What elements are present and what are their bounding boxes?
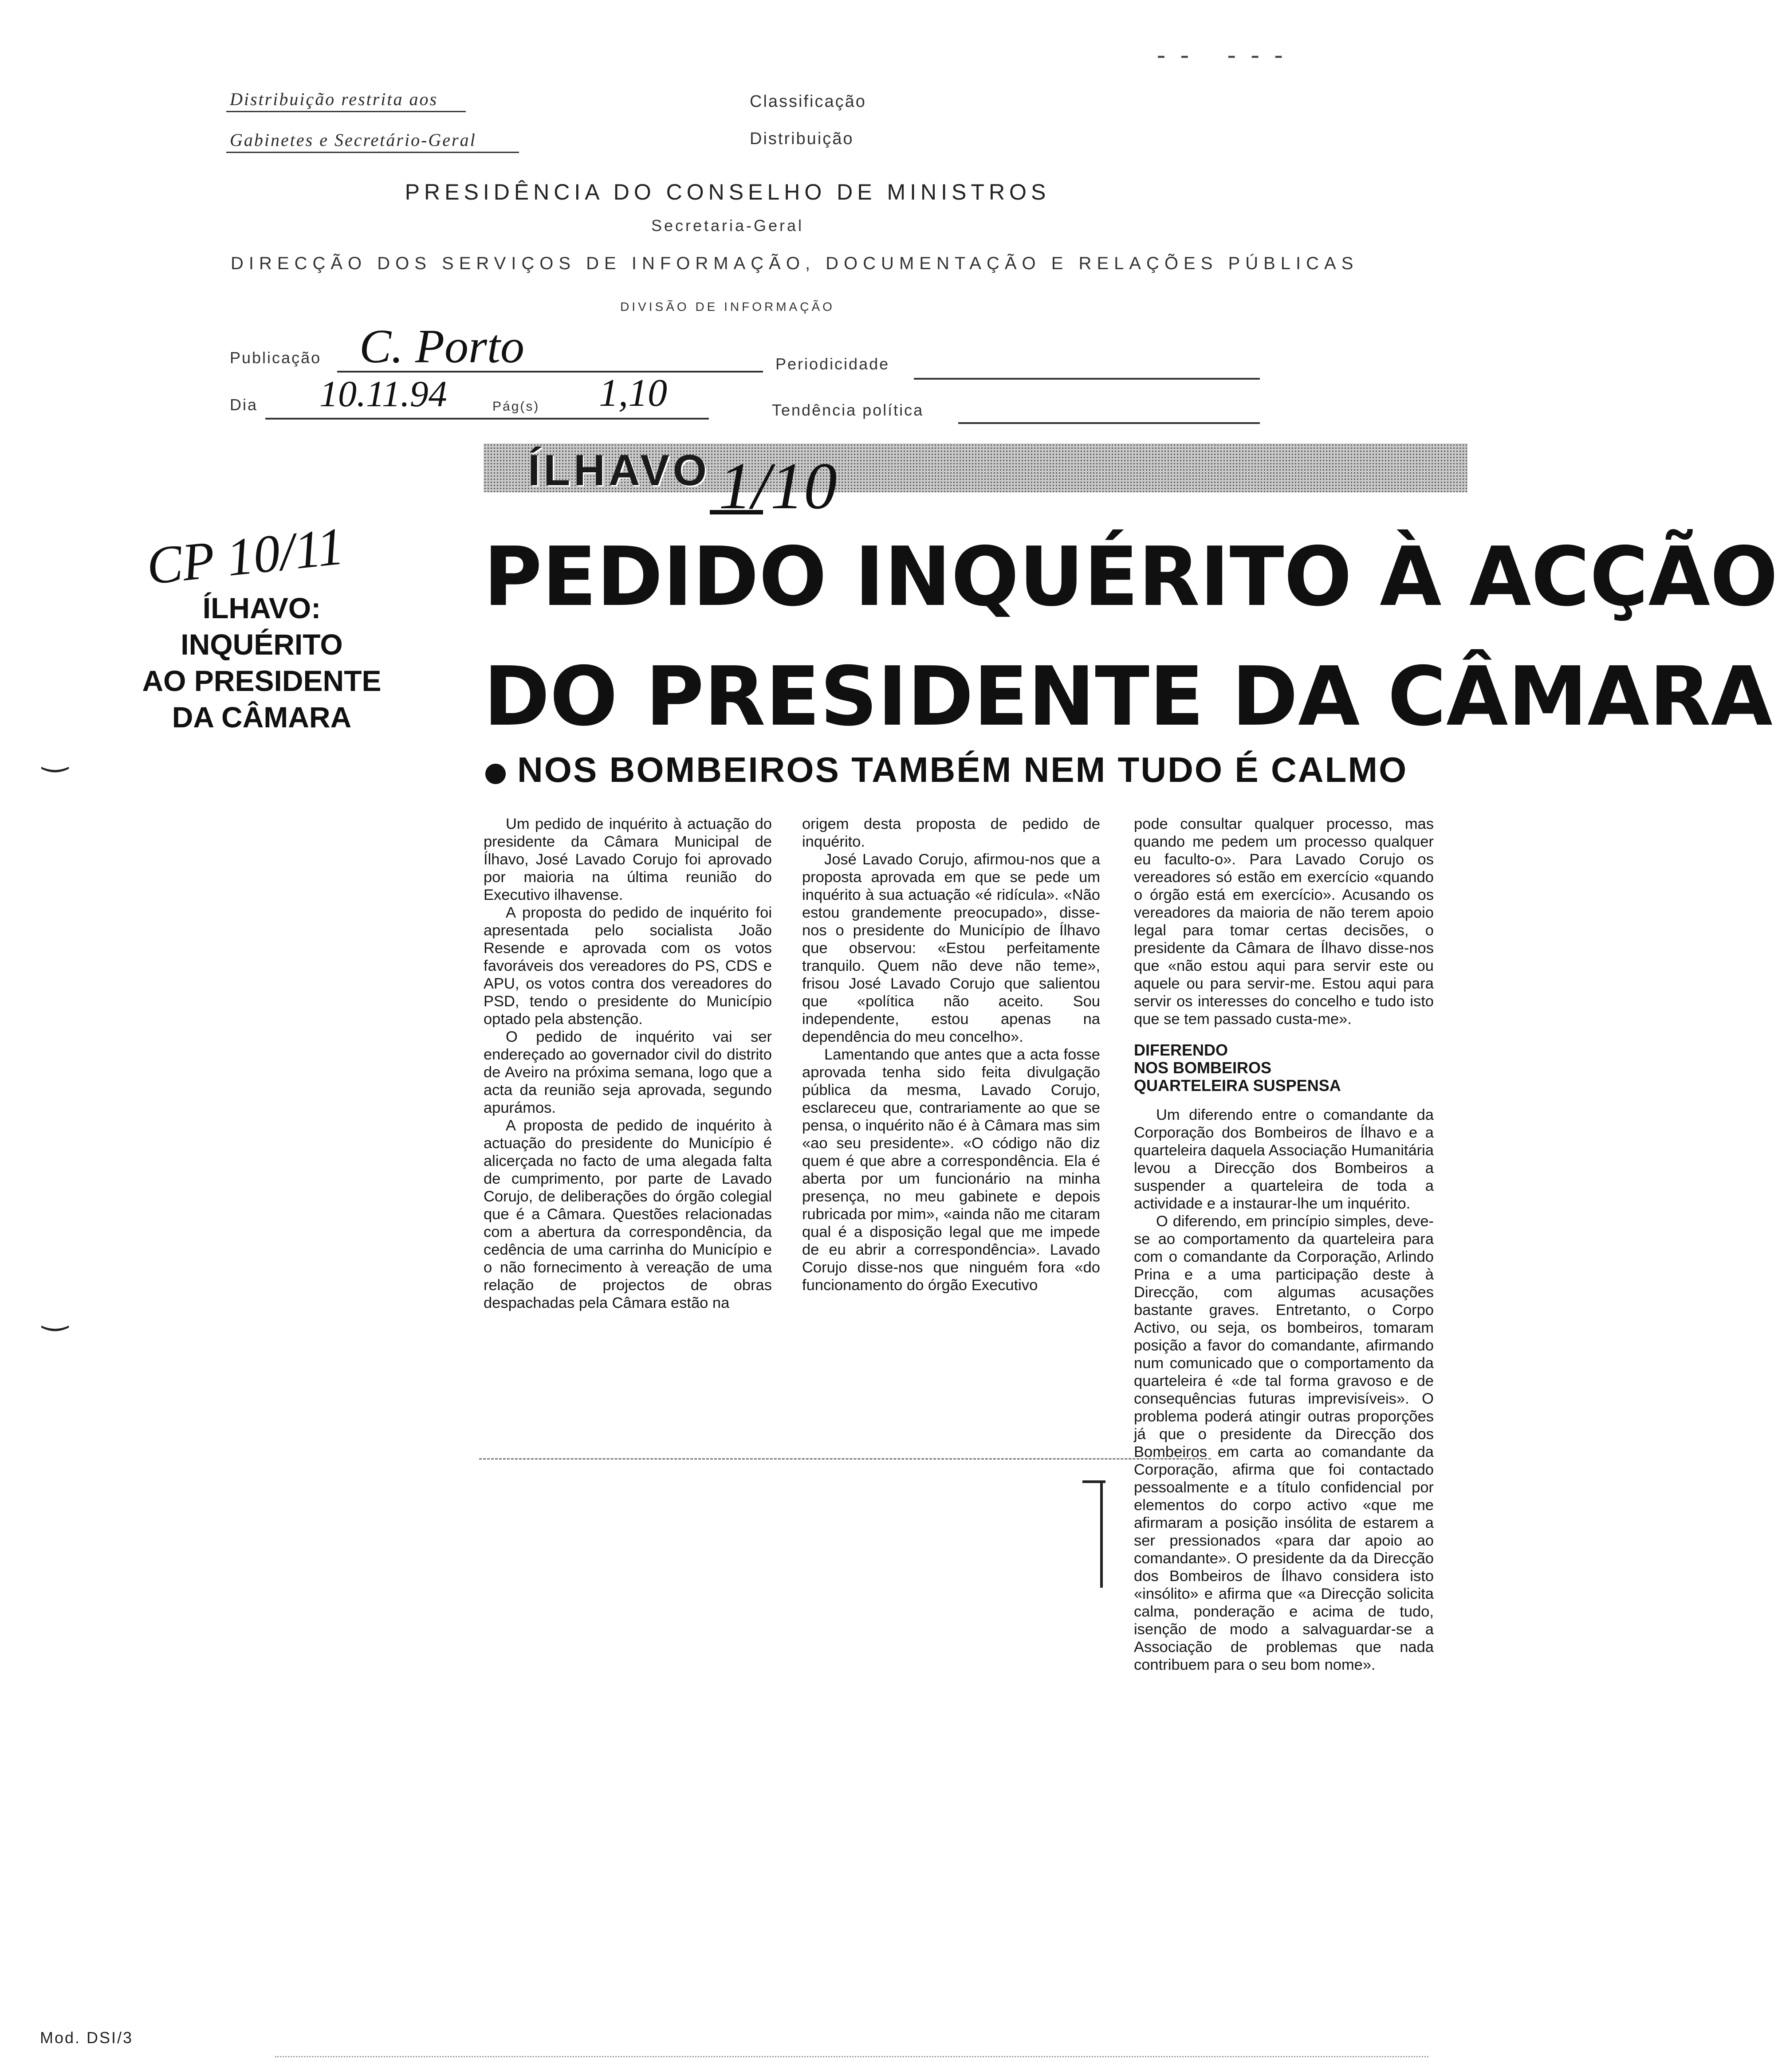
- margin-note-line-3: AO PRESIDENTE: [142, 664, 382, 697]
- paragraph: A proposta do pedido de inquérito foi apresentada pelo socialista João Resende e aprovada com os votos favoráveis dos vereadores do PS, CDS e APU, os votos contra dos vereadores do PSD, tendo o presidente do Município optado pela abstenção.: [484, 904, 772, 1028]
- margin-note-line-2: INQUÉRITO: [181, 628, 343, 661]
- column-vertical-rule: [1100, 1481, 1103, 1588]
- paragraph: José Lavado Corujo, afirmou-nos que a proposta aprovada em que se pede um inquérito à sua actuação «é ridícula». «Não estou grandemente preocupado», disse-nos o presidente do Município de Ílhavo que observou: «Estou perfeitamente tranquilo. Quem não deve não teme», frisou José Lavado Corujo que salientou que «política não aceito. Sou independente, estou apenas na dependência do meu concelho».: [802, 851, 1100, 1045]
- distribution-line-2: Gabinetes e Secretário-Geral: [230, 130, 476, 150]
- subheading-line-1: DIFERENDO: [1134, 1041, 1228, 1059]
- margin-handwritten-note: CP 10/11: [144, 516, 347, 596]
- subheadline-bullet: [485, 764, 506, 784]
- paragraph: pode consultar qualquer processo, mas quando me pedem um processo qualquer eu faculto-o». Para Lavado Corujo os vereadores só estão em exercício «quando o órgão está em exercício». Acusando os vereadores da maioria de não terem apoio legal para tomar certas decisões, o presidente da Câmara de Ílhavo disse-nos que «não estou aqui para servir este ou aquele ou para servir-me. Estou aqui para servir os interesses do concelho e tudo isto que se tem passado custa-me».: [1134, 816, 1434, 1028]
- paragraph: Um diferendo entre o comandante da Corporação dos Bombeiros de Ílhavo e a quarteleira daquela Associação Humanitária levou a Direcção dos Bombeiros a suspender a quarteleira de toda a actividade e a instaurar-lhe um inquérito.: [1134, 1107, 1434, 1212]
- distribution-label: Distribuição: [750, 130, 854, 148]
- headline-line-1: PEDIDO INQUÉRITO À ACÇÃO: [484, 530, 1778, 624]
- day-line: [265, 418, 709, 420]
- underline-2: [226, 152, 519, 153]
- annotation-dash: [710, 510, 763, 514]
- section-banner-label: ÍLHAVO: [528, 446, 710, 494]
- publication-handwritten: C. Porto: [359, 320, 525, 373]
- hole-punch-mark-top: ‿: [43, 736, 68, 773]
- paragraph: Lamentando que antes que a acta fosse aprovada tenha sido feita divulgação pública da mesma, Lavado Corujo, esclareceu que, contrariamente ao que se pensa, o inquérito não é à Câmara mas sim «ao seu presidente». «O código não diz quem é que abre a correspondência. Ela é aberta por um funcionário na minha presença, no meu gabinete e depois rubricada por mim», «ainda não me citaram qual é a disposição legal que me impede de eu abrir a correspondência». Lavado Corujo disse-nos que ninguém fora «do funcionamento do órgão Executivo: [802, 1046, 1100, 1294]
- paragraph: O pedido de inquérito vai ser endereçado ao governador civil do distrito de Aveiro na próxima semana, logo que a acta da reunião seja aprovada, segundo apurámos.: [484, 1028, 772, 1116]
- corner-marks: -- ---: [1153, 40, 1294, 70]
- day-handwritten: 10.11.94: [319, 373, 447, 415]
- periodicity-line: [914, 378, 1260, 380]
- tendency-line: [958, 422, 1260, 424]
- distribution-line-1: Distribuição restrita aos: [230, 89, 438, 109]
- page-annotation: 1/10: [719, 449, 837, 523]
- tendency-label: Tendência política: [772, 401, 924, 419]
- day-label: Dia: [230, 396, 258, 414]
- pages-label: Pág(s): [492, 399, 540, 414]
- form-code: Mod. DSI/3: [40, 2029, 134, 2047]
- presidency-title: PRESIDÊNCIA DO CONSELHO DE MINISTROS: [405, 180, 1050, 204]
- pages-handwritten: 1,10: [599, 372, 667, 415]
- margin-note-line-4: DA CÂMARA: [172, 701, 352, 734]
- paragraph: O diferendo, em princípio simples, deve-se ao comportamento da quarteleira para com o comandante da Corporação, Arlindo Prina e a uma participação deste à Direcção, com algumas acusações bastante graves. Entretanto, o Corpo Activo, ou seja, os bombeiros, tomaram posição a favor do comandante, afirmando num comunicado que o comportamento da quarteleira é «de tal forma gravoso e de consequências futuras imprevisíveis». O problema poderá atingir outras proporções já que o presidente da Direcção dos Bombeiros em carta ao comandante da Corporação, afirma que foi contactado pessoalmente e a título confidencial por elementos do corpo activo «que me afirmaram a posição insólita de estarem a ser pressionados «para dar apoio ao comandante». O presidente da da Direcção dos Bombeiros de Ílhavo considera isto «insólito» e afirma que «a Direcção solicita calma, ponderação e acima de tudo, isenção de modo a salvaguardar-se a Associação de problemas que nada contribuem para o seu bom nome».: [1134, 1213, 1434, 1673]
- article-column-2: [802, 815, 1100, 1294]
- subheading-line-3: QUARTELEIRA SUSPENSA: [1134, 1076, 1341, 1095]
- footer-rule: [275, 2056, 1428, 2057]
- column-end-rule: [479, 1458, 1211, 1460]
- classification-label: Classificação: [750, 92, 866, 111]
- article-column-3: [1134, 815, 1434, 1674]
- paragraph: A proposta de pedido de inquérito à actuação do presidente do Município é alicerçada no facto de uma alegada falta de cumprimento, por parte de Lavado Corujo, de deliberações do órgão colegial que é a Câmara. Questões relacionadas com a abertura da correspondência, da cedência de uma carrinha do Município e o não fornecimento à vereação de uma relação de projectos de obras despachadas pela Câmara estão na: [484, 1117, 772, 1311]
- publication-label: Publicação: [230, 349, 322, 367]
- division-title: DIVISÃO DE INFORMAÇÃO: [620, 300, 835, 314]
- subheadline: NOS BOMBEIROS TAMBÉM NEM TUDO É CALMO: [517, 750, 1408, 789]
- underline-1: [226, 111, 466, 112]
- paragraph: origem desta proposta de pedido de inquérito.: [802, 816, 1100, 850]
- margin-typed-note: [133, 590, 390, 735]
- section-subheading: [1134, 1041, 1434, 1095]
- directorate-title: DIRECÇÃO DOS SERVIÇOS DE INFORMAÇÃO, DOCUMENTAÇÃO E RELAÇÕES PÚBLICAS: [231, 254, 1359, 273]
- hole-punch-mark-bottom: ‿: [43, 1295, 68, 1331]
- margin-note-line-1: ÍLHAVO:: [202, 592, 321, 624]
- article-column-1: [484, 815, 772, 1312]
- periodicity-label: Periodicidade: [775, 355, 890, 373]
- secretariat-title: Secretaria-Geral: [651, 216, 804, 235]
- headline-line-2: DO PRESIDENTE DA CÂMARA: [484, 649, 1773, 744]
- paragraph: Um pedido de inquérito à actuação do presidente da Câmara Municipal de Ílhavo, José Lavado Corujo foi aprovado por maioria na última reunião do Executivo ilhavense.: [484, 816, 772, 903]
- subheading-line-2: NOS BOMBEIROS: [1134, 1059, 1272, 1077]
